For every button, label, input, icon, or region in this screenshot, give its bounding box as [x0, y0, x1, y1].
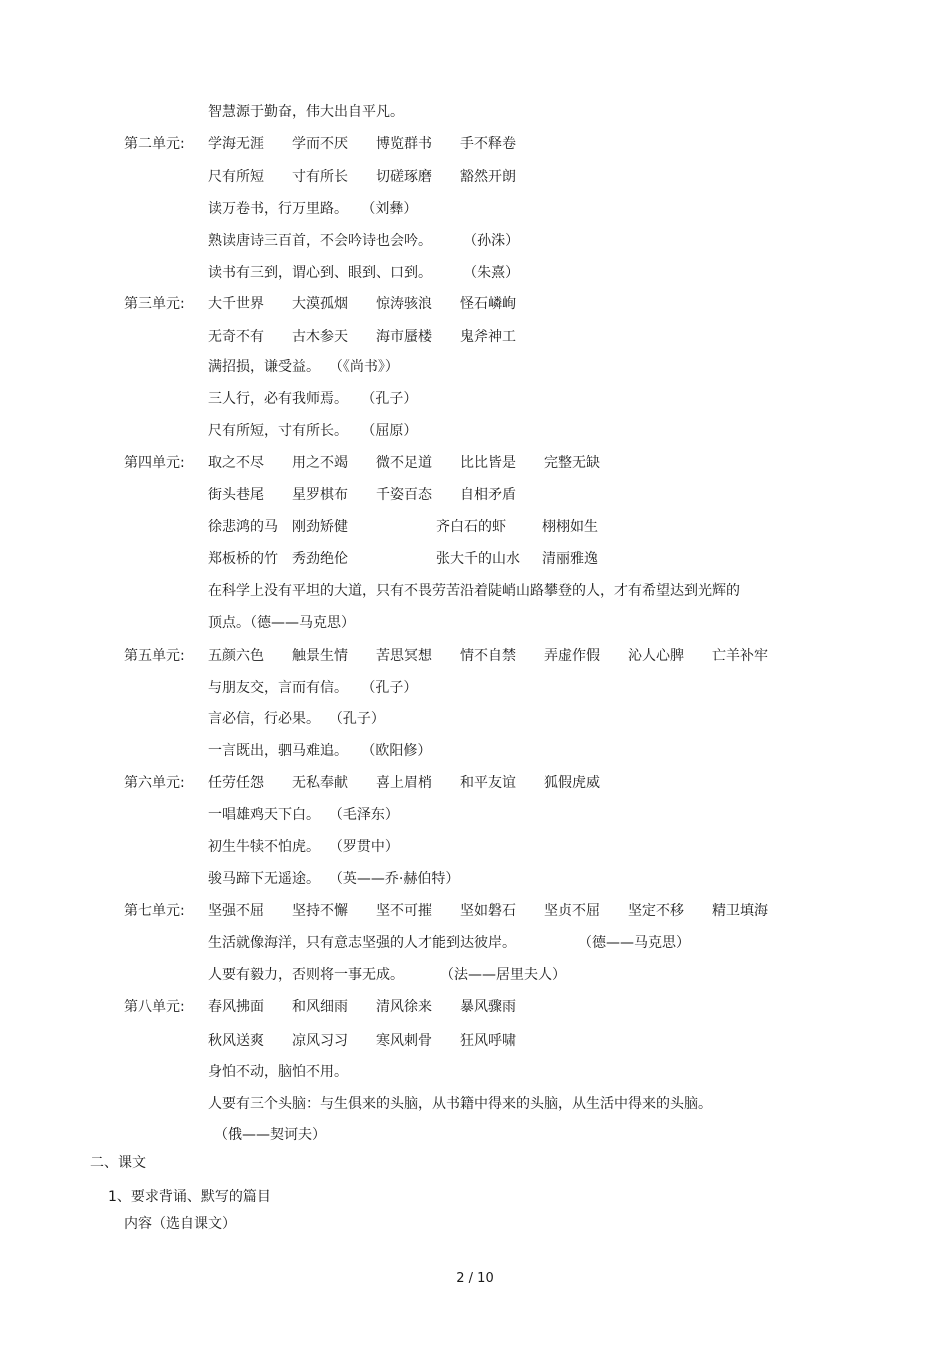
quote-text: 尺有所短，寸有所长。	[208, 423, 348, 439]
quote-author: （孔子）	[361, 391, 418, 407]
quote-author: （孙洙）	[463, 233, 520, 249]
word: 情不自禁	[460, 648, 516, 664]
painter-style: 清丽雅逸	[542, 551, 598, 567]
word: 触景生情	[292, 648, 348, 664]
section-item: 1、要求背诵、默写的篇目	[108, 1189, 271, 1205]
word: 千姿百态	[376, 487, 432, 503]
unit-4-pairs-row2	[208, 549, 598, 569]
word: 任劳任怨	[208, 775, 264, 791]
quote-line	[208, 231, 519, 251]
unit-8-words-row2	[208, 1031, 516, 1051]
word: 沁人心脾	[628, 648, 684, 664]
quote-text: 读书有三到，谓心到、眼到、口到。	[208, 265, 432, 281]
unit-4-label: 第四单元:	[124, 455, 185, 471]
quote-author: （刘彝）	[361, 201, 418, 217]
word: 弄虚作假	[544, 648, 600, 664]
quote-line	[208, 805, 399, 825]
quote-text: 人要有毅力，否则将一事无成。	[208, 967, 404, 983]
quote-text: 言必信，行必果。	[208, 711, 320, 727]
painter-subject: 齐白石的虾	[436, 519, 506, 535]
word: 街头巷尾	[208, 487, 264, 503]
word: 寒风刺骨	[376, 1033, 432, 1049]
section-item-sub: 内容（选自课文）	[124, 1216, 236, 1232]
word: 坚贞不屈	[544, 903, 600, 919]
unit-4-words-row2	[208, 485, 516, 505]
painter-subject: 徐悲鸿的马	[208, 519, 278, 535]
word: 手不释卷	[460, 136, 516, 152]
word: 用之不竭	[292, 455, 348, 471]
quote-line: 顶点。（德——马克思）	[208, 615, 355, 631]
quote-line: 在科学上没有平坦的大道，只有不畏劳苦沿着陡峭山路攀登的人，才有希望达到光辉的	[208, 583, 740, 599]
quote-line	[208, 741, 431, 761]
quote-text: 满招损，谦受益。	[208, 359, 320, 375]
quote-author: 《尚书》	[342, 359, 385, 375]
unit-2-label: 第二单元:	[124, 136, 185, 152]
word: 坚定不移	[628, 903, 684, 919]
word: 大漠孤烟	[292, 296, 348, 312]
quote-text: 三人行，必有我师焉。	[208, 391, 348, 407]
intro-line: 智慧源于勤奋，伟大出自平凡。	[208, 104, 404, 120]
quote-text: 一唱雄鸡天下白。	[208, 807, 320, 823]
word: 无私奉献	[292, 775, 348, 791]
word: 五颜六色	[208, 648, 264, 664]
quote-line	[208, 965, 566, 985]
word: 精卫填海	[712, 903, 768, 919]
word: 和平友谊	[460, 775, 516, 791]
unit-5-label: 第五单元:	[124, 648, 185, 664]
quote-author: （法——居里夫人）	[440, 967, 566, 983]
quote-author: （毛泽东）	[328, 807, 399, 823]
quote-line	[208, 199, 417, 219]
word: 坚不可摧	[376, 903, 432, 919]
quote-author: （朱熹）	[463, 265, 520, 281]
quote-line: 身怕不动，脑怕不用。	[208, 1064, 348, 1080]
quote-author: （罗贯中）	[328, 839, 399, 855]
word: 惊涛骇浪	[376, 296, 432, 312]
word: 自相矛盾	[460, 487, 516, 503]
word: 狂风呼啸	[460, 1033, 516, 1049]
painter-style: 秀劲绝伦	[292, 551, 348, 567]
word: 清风徐来	[376, 999, 432, 1015]
unit-3-words-row1	[208, 294, 516, 314]
quote-author: （屈原）	[361, 423, 418, 439]
quote-line	[208, 389, 417, 409]
quote-text: 骏马蹄下无遥途。	[208, 871, 320, 887]
quote-author: （孔子）	[361, 680, 418, 696]
word: 和风细雨	[292, 999, 348, 1015]
quote-line: 人要有三个头脑：与生俱来的头脑，从书籍中得来的头脑，从生活中得来的头脑。	[208, 1096, 712, 1112]
quote-line	[208, 678, 417, 698]
quote-text: 生活就像海洋，只有意志坚强的人才能到达彼岸。	[208, 935, 516, 951]
quote-line	[208, 709, 385, 729]
unit-7-words-row1	[208, 901, 768, 921]
word: 暴风骤雨	[460, 999, 516, 1015]
section-heading: 二、课文	[90, 1155, 146, 1171]
word: 学海无涯	[208, 136, 264, 152]
word: 尺有所短	[208, 169, 264, 185]
quote-text: 一言既出，驷马难追。	[208, 743, 348, 759]
word: 鬼斧神工	[460, 329, 516, 345]
word: 坚强不屈	[208, 903, 264, 919]
painter-subject: 张大千的山水	[436, 551, 520, 567]
word: 寸有所长	[292, 169, 348, 185]
word: 取之不尽	[208, 455, 264, 471]
unit-4-pairs-row1	[208, 517, 598, 537]
word: 喜上眉梢	[376, 775, 432, 791]
word: 坚如磐石	[460, 903, 516, 919]
word: 坚持不懈	[292, 903, 348, 919]
unit-4-words-row1	[208, 453, 600, 473]
quote-line	[208, 933, 690, 953]
unit-2-words-row1	[208, 134, 516, 154]
word: 豁然开朗	[460, 169, 516, 185]
word: 凉风习习	[292, 1033, 348, 1049]
word: 狐假虎威	[544, 775, 600, 791]
unit-3-words-row2	[208, 327, 516, 347]
unit-5-words-row1	[208, 646, 768, 666]
painter-subject: 郑板桥的竹	[208, 551, 278, 567]
word: 博览群书	[376, 136, 432, 152]
word: 微不足道	[376, 455, 432, 471]
word: 大千世界	[208, 296, 264, 312]
word: 比比皆是	[460, 455, 516, 471]
word: 秋风送爽	[208, 1033, 264, 1049]
quote-line	[208, 421, 417, 441]
word: 古木参天	[292, 329, 348, 345]
quote-text: 读万卷书，行万里路。	[208, 201, 348, 217]
word: 完整无缺	[544, 455, 600, 471]
unit-2-words-row2	[208, 167, 516, 187]
quote-author: （欧阳修）	[361, 743, 432, 759]
unit-6-label: 第六单元:	[124, 775, 185, 791]
word: 切磋琢磨	[376, 169, 432, 185]
quote-author: （俄——契诃夫）	[214, 1127, 326, 1143]
unit-7-label: 第七单元:	[124, 903, 185, 919]
unit-8-label: 第八单元:	[124, 999, 185, 1015]
quote-author: （英——乔·赫伯特）	[328, 871, 460, 887]
quote-author: （孔子）	[328, 711, 385, 727]
quote-line	[208, 837, 399, 857]
word: 苦思冥想	[376, 648, 432, 664]
quote-text: 初生牛犊不怕虎。	[208, 839, 320, 855]
quote-author: （德——马克思）	[578, 935, 690, 951]
quote-line: 满招损，谦受益。 （《尚书》）	[208, 359, 399, 375]
unit-6-words-row1	[208, 773, 600, 793]
quote-line	[208, 263, 519, 283]
word: 海市蜃楼	[376, 329, 432, 345]
unit-3-label: 第三单元:	[124, 296, 185, 312]
quote-text: 与朋友交，言而有信。	[208, 680, 348, 696]
quote-text: 熟读唐诗三百首，不会吟诗也会吟。	[208, 233, 432, 249]
word: 无奇不有	[208, 329, 264, 345]
word: 春风拂面	[208, 999, 264, 1015]
quote-line	[208, 869, 459, 889]
unit-8-words-row1	[208, 997, 516, 1017]
word: 怪石嶙峋	[460, 296, 516, 312]
painter-style: 栩栩如生	[542, 519, 598, 535]
painter-style: 刚劲矫健	[292, 519, 348, 535]
page-number: 2 / 10	[456, 1271, 494, 1286]
word: 学而不厌	[292, 136, 348, 152]
word: 星罗棋布	[292, 487, 348, 503]
word: 亡羊补牢	[712, 648, 768, 664]
